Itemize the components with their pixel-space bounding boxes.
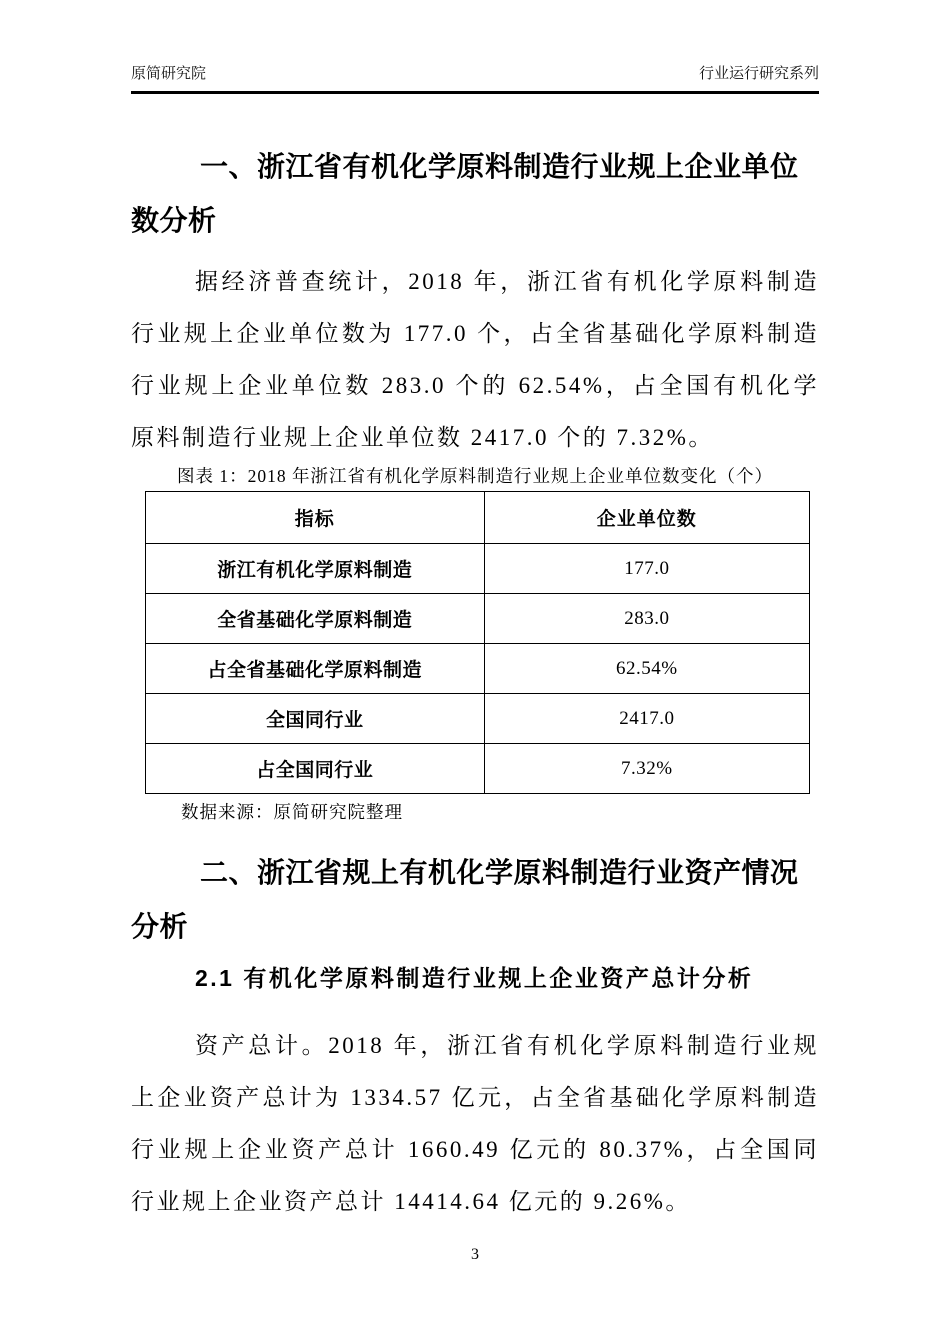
paragraph-line: 原料制造行业规上企业单位数 2417.0 个的 7.32%。 (131, 425, 714, 450)
table-row (146, 544, 810, 594)
heading-line: 分析 (131, 911, 189, 942)
paragraph-line: 行业规上企业单位数为 177.0 个，占全省基础化学原料制造 (131, 321, 819, 346)
page-header-right: 行业运行研究系列 (698, 65, 819, 82)
row-value: 283.0 (484, 594, 809, 644)
paragraph-line: 据经济普查统计，2018 年，浙江省有机化学原料制造 (195, 269, 819, 294)
figure-caption: 图表 1：2018 年浙江省有机化学原料制造行业规上企业单位数变化（个） (177, 466, 773, 486)
row-label: 占全省基础化学原料制造 (146, 644, 485, 694)
table-row (146, 644, 810, 694)
section2-subheading: 2.1 有机化学原料制造行业规上企业资产总计分析 (195, 965, 754, 991)
paragraph-line: 行业规上企业资产总计 1660.49 亿元的 80.37%，占全国同 (131, 1137, 819, 1162)
table-header-row (146, 492, 810, 544)
figure-source: 数据来源：原简研究院整理 (181, 802, 403, 822)
column-header-indicator: 指标 (146, 492, 485, 544)
heading-line: 数分析 (131, 205, 217, 236)
heading-line: 一、浙江省有机化学原料制造行业规上企业单位 (200, 151, 799, 182)
row-value: 2417.0 (484, 694, 809, 744)
page-number: 3 (471, 1246, 479, 1263)
paragraph-line: 行业规上企业单位数 283.0 个的 62.54%，占全国有机化学 (131, 373, 819, 398)
section2-heading (131, 846, 819, 954)
table-row (146, 694, 810, 744)
table-row (146, 594, 810, 644)
row-label: 全国同行业 (146, 694, 485, 744)
figure-table (145, 491, 810, 794)
page-header (131, 64, 819, 84)
row-value: 62.54% (484, 644, 809, 694)
row-value: 177.0 (484, 544, 809, 594)
paragraph-line: 资产总计。2018 年，浙江省有机化学原料制造行业规 (195, 1033, 819, 1058)
header-rule (131, 91, 819, 94)
page-header-left: 原简研究院 (131, 65, 207, 82)
heading-line: 二、浙江省规上有机化学原料制造行业资产情况 (200, 857, 799, 888)
paragraph-line: 行业规上企业资产总计 14414.64 亿元的 9.26%。 (131, 1189, 691, 1214)
row-label: 浙江有机化学原料制造 (146, 544, 485, 594)
section1-paragraph (131, 256, 819, 464)
table-row (146, 744, 810, 794)
section1-heading (131, 140, 819, 248)
paragraph-line: 上企业资产总计为 1334.57 亿元，占全省基础化学原料制造 (131, 1085, 819, 1110)
row-label: 占全国同行业 (146, 744, 485, 794)
figure-1 (131, 464, 819, 824)
row-label: 全省基础化学原料制造 (146, 594, 485, 644)
column-header-value: 企业单位数 (484, 492, 809, 544)
row-value: 7.32% (484, 744, 809, 794)
section2-paragraph (131, 1020, 819, 1228)
